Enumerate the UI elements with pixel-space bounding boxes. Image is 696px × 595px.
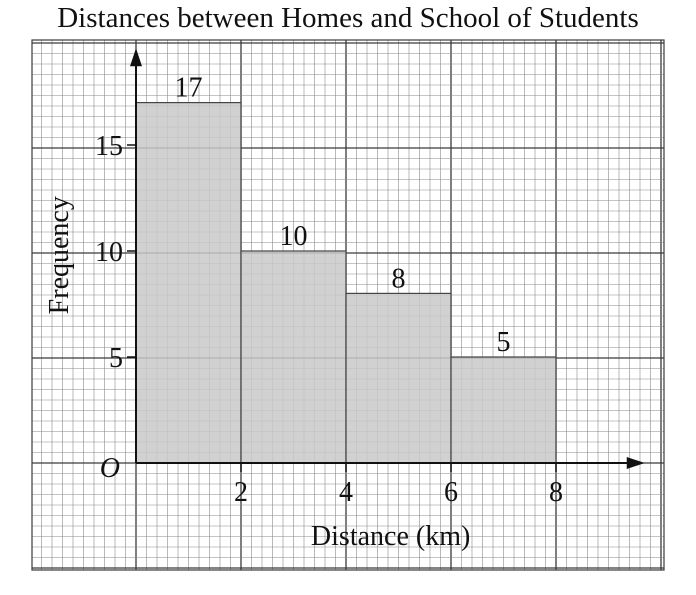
histogram-bar (451, 357, 556, 463)
x-axis-label: Distance (km) (310, 521, 471, 552)
bar-value-label: 10 (279, 221, 308, 252)
origin-label: O (99, 453, 120, 484)
y-axis-arrow (130, 48, 142, 66)
y-tick-label: 10 (95, 237, 123, 268)
bar-value-label: 8 (391, 263, 406, 295)
x-tick-label: 2 (234, 477, 248, 508)
histogram-bar (241, 251, 346, 463)
chart-title: Distances between Homes and School of Students (57, 2, 639, 34)
histogram-bar (346, 293, 451, 463)
y-tick-label: 5 (109, 343, 123, 374)
y-axis-label: Frequency (44, 196, 75, 315)
y-tick-label: 15 (95, 131, 123, 162)
histogram-bar (136, 103, 241, 463)
bar-value-label: 5 (496, 327, 511, 358)
bar-value-label: 17 (174, 72, 203, 104)
x-axis-arrow (627, 457, 645, 469)
x-tick-label: 4 (339, 477, 353, 508)
x-tick-label: 6 (444, 477, 458, 508)
x-tick-label: 8 (549, 477, 563, 508)
